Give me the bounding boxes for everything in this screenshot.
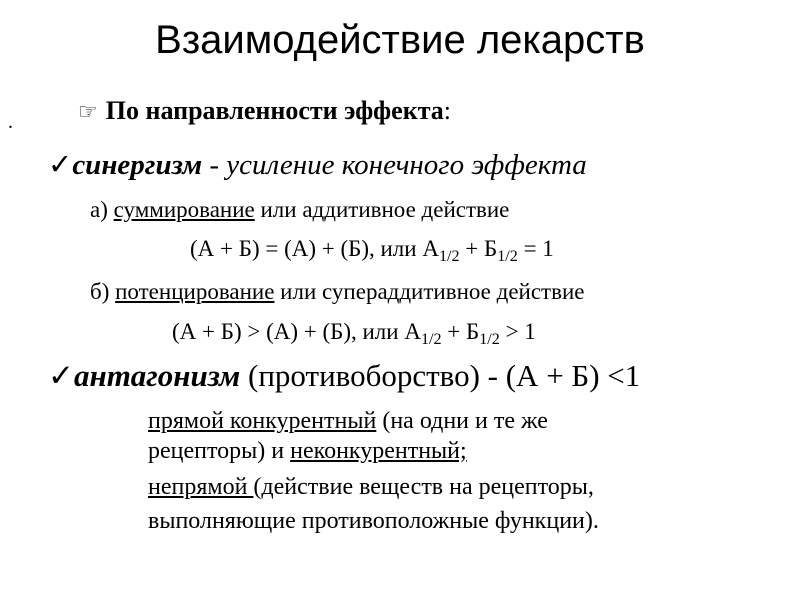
synergism-definition: - усиление конечного эффекта	[202, 149, 587, 181]
section-label: По направленности эффекта	[105, 96, 444, 125]
formula2-sub2: 1/2	[479, 330, 500, 348]
antagonism-term: антагонизм	[73, 358, 241, 393]
line3-rest: (действие веществ на рецепторы,	[253, 474, 594, 500]
direct-competitive-term: прямой конкурентный	[148, 408, 377, 434]
section-colon: :	[443, 96, 452, 125]
formula1-mid: + Б	[459, 236, 498, 261]
formula1-main: (А + Б) = (А) + (Б), или А	[190, 236, 439, 261]
slide-title: Взаимодействие лекарств	[155, 18, 645, 62]
synergism-term: синергизм	[72, 149, 203, 181]
antagonism-indirect	[148, 472, 594, 502]
pointing-hand-icon: ☞	[78, 100, 98, 125]
formula1-sub1: 1/2	[438, 247, 460, 265]
bullet-dot: .	[8, 111, 13, 133]
summation-term: суммирование	[113, 197, 255, 222]
antagonism-line	[48, 360, 640, 392]
item-prefix-a: а)	[90, 197, 114, 222]
line1-rest: (на одни и те же	[376, 408, 548, 434]
formula2-sub1: 1/2	[420, 330, 442, 348]
antagonism-noncompetitive	[148, 436, 467, 466]
potentiation-rest: или супераддитивное действие	[274, 279, 585, 304]
formula1-end: = 1	[517, 236, 554, 261]
indirect-term: непрямой	[148, 474, 254, 500]
formula2-main: (А + Б) > (А) + (Б), или А	[172, 319, 421, 344]
formula1-sub2: 1/2	[497, 247, 518, 265]
antagonism-direct-competitive	[148, 406, 548, 436]
checkmark-icon: ✓	[48, 358, 74, 394]
antagonism-rest: (противоборство) - (А + Б) <1	[240, 358, 641, 393]
potentiation-line	[90, 280, 584, 303]
antagonism-indirect-continued: выполняющие противоположные функции).	[148, 508, 599, 534]
synergism-line	[48, 147, 587, 181]
section-heading	[78, 98, 451, 124]
summation-line	[90, 198, 509, 221]
formula-potentiation	[172, 320, 536, 348]
line2-text: рецепторы) и	[148, 438, 291, 464]
formula2-mid: + Б	[441, 319, 480, 344]
noncompetitive-term: неконкурентный;	[290, 438, 467, 464]
item-prefix-b: б)	[90, 279, 116, 304]
formula2-end: > 1	[499, 319, 536, 344]
checkmark-icon: ✓	[48, 147, 73, 181]
summation-rest: или аддитивное действие	[254, 197, 510, 222]
potentiation-term: потенцирование	[115, 279, 275, 304]
formula-summation	[190, 237, 554, 265]
